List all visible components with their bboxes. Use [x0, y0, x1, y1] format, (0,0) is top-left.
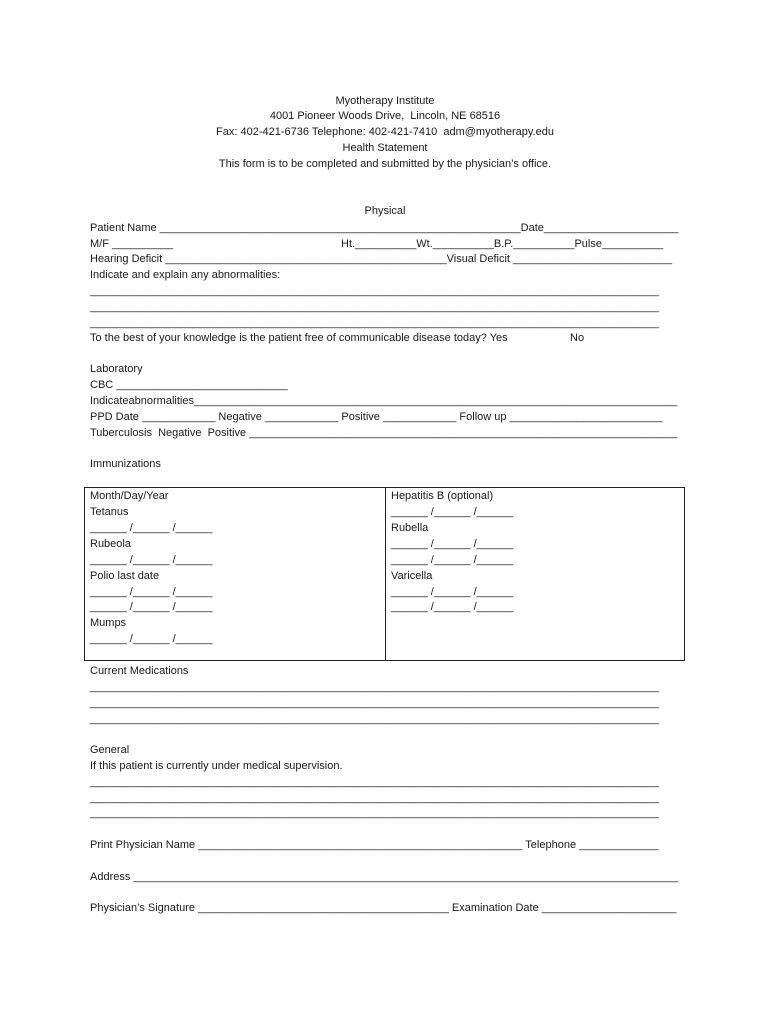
- abnormalities-line-2[interactable]: _____________________________________________________________________________________________: [90, 301, 659, 313]
- institute-contact: Fax: 402-421-6736 Telephone: 402-421-7410 adm@myotherapy.edu: [216, 126, 554, 138]
- mf-field[interactable]: M/F __________: [90, 238, 174, 250]
- imm-polio-label: Polio last date: [90, 570, 160, 582]
- form-instructions: This form is to be completed and submitted by the physician’s office.: [218, 158, 552, 170]
- abnormalities-label: Indicate and explain any abnormalities:: [90, 269, 281, 281]
- imm-polio-date-1[interactable]: ______ /______ /______: [90, 586, 213, 598]
- institute-address: 4001 Pioneer Woods Drive, Lincoln, NE 68516: [269, 110, 501, 122]
- imm-varicella-date-2[interactable]: ______ /______ /______: [391, 601, 514, 613]
- imm-varicella-date-1[interactable]: ______ /______ /______: [391, 586, 514, 598]
- imm-tetanus-label: Tetanus: [90, 506, 129, 518]
- imm-mumps-label: Mumps: [90, 617, 127, 629]
- supervision-line-1[interactable]: _____________________________________________________________________________________________: [90, 776, 659, 788]
- medications-line-1[interactable]: _____________________________________________________________________________________________: [90, 681, 659, 693]
- imm-polio-date-2[interactable]: ______ /______ /______: [90, 601, 213, 613]
- supervision-line-2[interactable]: _____________________________________________________________________________________________: [90, 792, 659, 804]
- imm-hepatitis-date[interactable]: ______ /______ /______: [391, 506, 514, 518]
- general-heading: General: [90, 744, 130, 756]
- physician-signature-field[interactable]: Physician’s Signature _________________________________________ Examination Date ______________________: [90, 902, 677, 914]
- supervision-line-3[interactable]: _____________________________________________________________________________________________: [90, 807, 659, 819]
- form-title: Health Statement: [342, 142, 428, 154]
- laboratory-heading: Laboratory: [90, 363, 143, 375]
- tuberculosis-field[interactable]: Tuberculosis Negative Positive ______________________________________________________________________: [90, 427, 678, 439]
- patient-name-field[interactable]: Patient Name ___________________________________________________________Date______________________: [90, 222, 679, 234]
- immunizations-heading: Immunizations: [90, 458, 161, 470]
- imm-mumps-date[interactable]: ______ /______ /______: [90, 633, 213, 645]
- supervision-label: If this patient is currently under medical supervision.: [90, 760, 343, 772]
- institute-name: Myotherapy Institute: [335, 95, 435, 107]
- imm-tetanus-date[interactable]: ______ /______ /______: [90, 522, 213, 534]
- physician-address-field[interactable]: Address _________________________________________________________________________________________: [90, 871, 678, 883]
- imm-rubeola-label: Rubeola: [90, 538, 131, 550]
- cbc-field[interactable]: CBC ____________________________: [90, 379, 288, 391]
- vitals-field[interactable]: Ht.__________Wt.__________B.P.__________Pulse__________: [341, 238, 664, 250]
- abnormalities-line-1[interactable]: _____________________________________________________________________________________________: [90, 285, 659, 297]
- imm-hepatitis-label: Hepatitis B (optional): [391, 490, 494, 502]
- abnormalities-line-3[interactable]: _____________________________________________________________________________________________: [90, 317, 659, 329]
- hearing-visual-field[interactable]: Hearing Deficit ______________________________________________Visual Deficit __________________________: [90, 253, 673, 265]
- imm-rubeola-date[interactable]: ______ /______ /______: [90, 554, 213, 566]
- imm-rubella-date-2[interactable]: ______ /______ /______: [391, 554, 514, 566]
- communicable-question[interactable]: To the best of your knowledge is the patient free of communicable disease today? Yes: [90, 332, 508, 344]
- physical-heading: Physical: [364, 205, 406, 217]
- ppd-field[interactable]: PPD Date ____________ Negative ____________ Positive ____________ Follow up _________________________: [90, 411, 663, 423]
- imm-varicella-label: Varicella: [391, 570, 433, 582]
- medications-line-2[interactable]: _____________________________________________________________________________________________: [90, 697, 659, 709]
- imm-rubella-label: Rubella: [391, 522, 429, 534]
- lab-abnormalities-field[interactable]: Indicateabnormalities_______________________________________________________________________________: [90, 395, 678, 407]
- communicable-no-option[interactable]: No: [570, 332, 585, 344]
- physician-name-field[interactable]: Print Physician Name _____________________________________________________ Telephone _____________: [90, 839, 659, 851]
- medications-line-3[interactable]: _____________________________________________________________________________________________: [90, 713, 659, 725]
- immunizations-table-divider: [385, 487, 386, 661]
- medications-heading: Current Medications: [90, 665, 189, 677]
- imm-date-header: Month/Day/Year: [90, 490, 169, 502]
- imm-rubella-date-1[interactable]: ______ /______ /______: [391, 538, 514, 550]
